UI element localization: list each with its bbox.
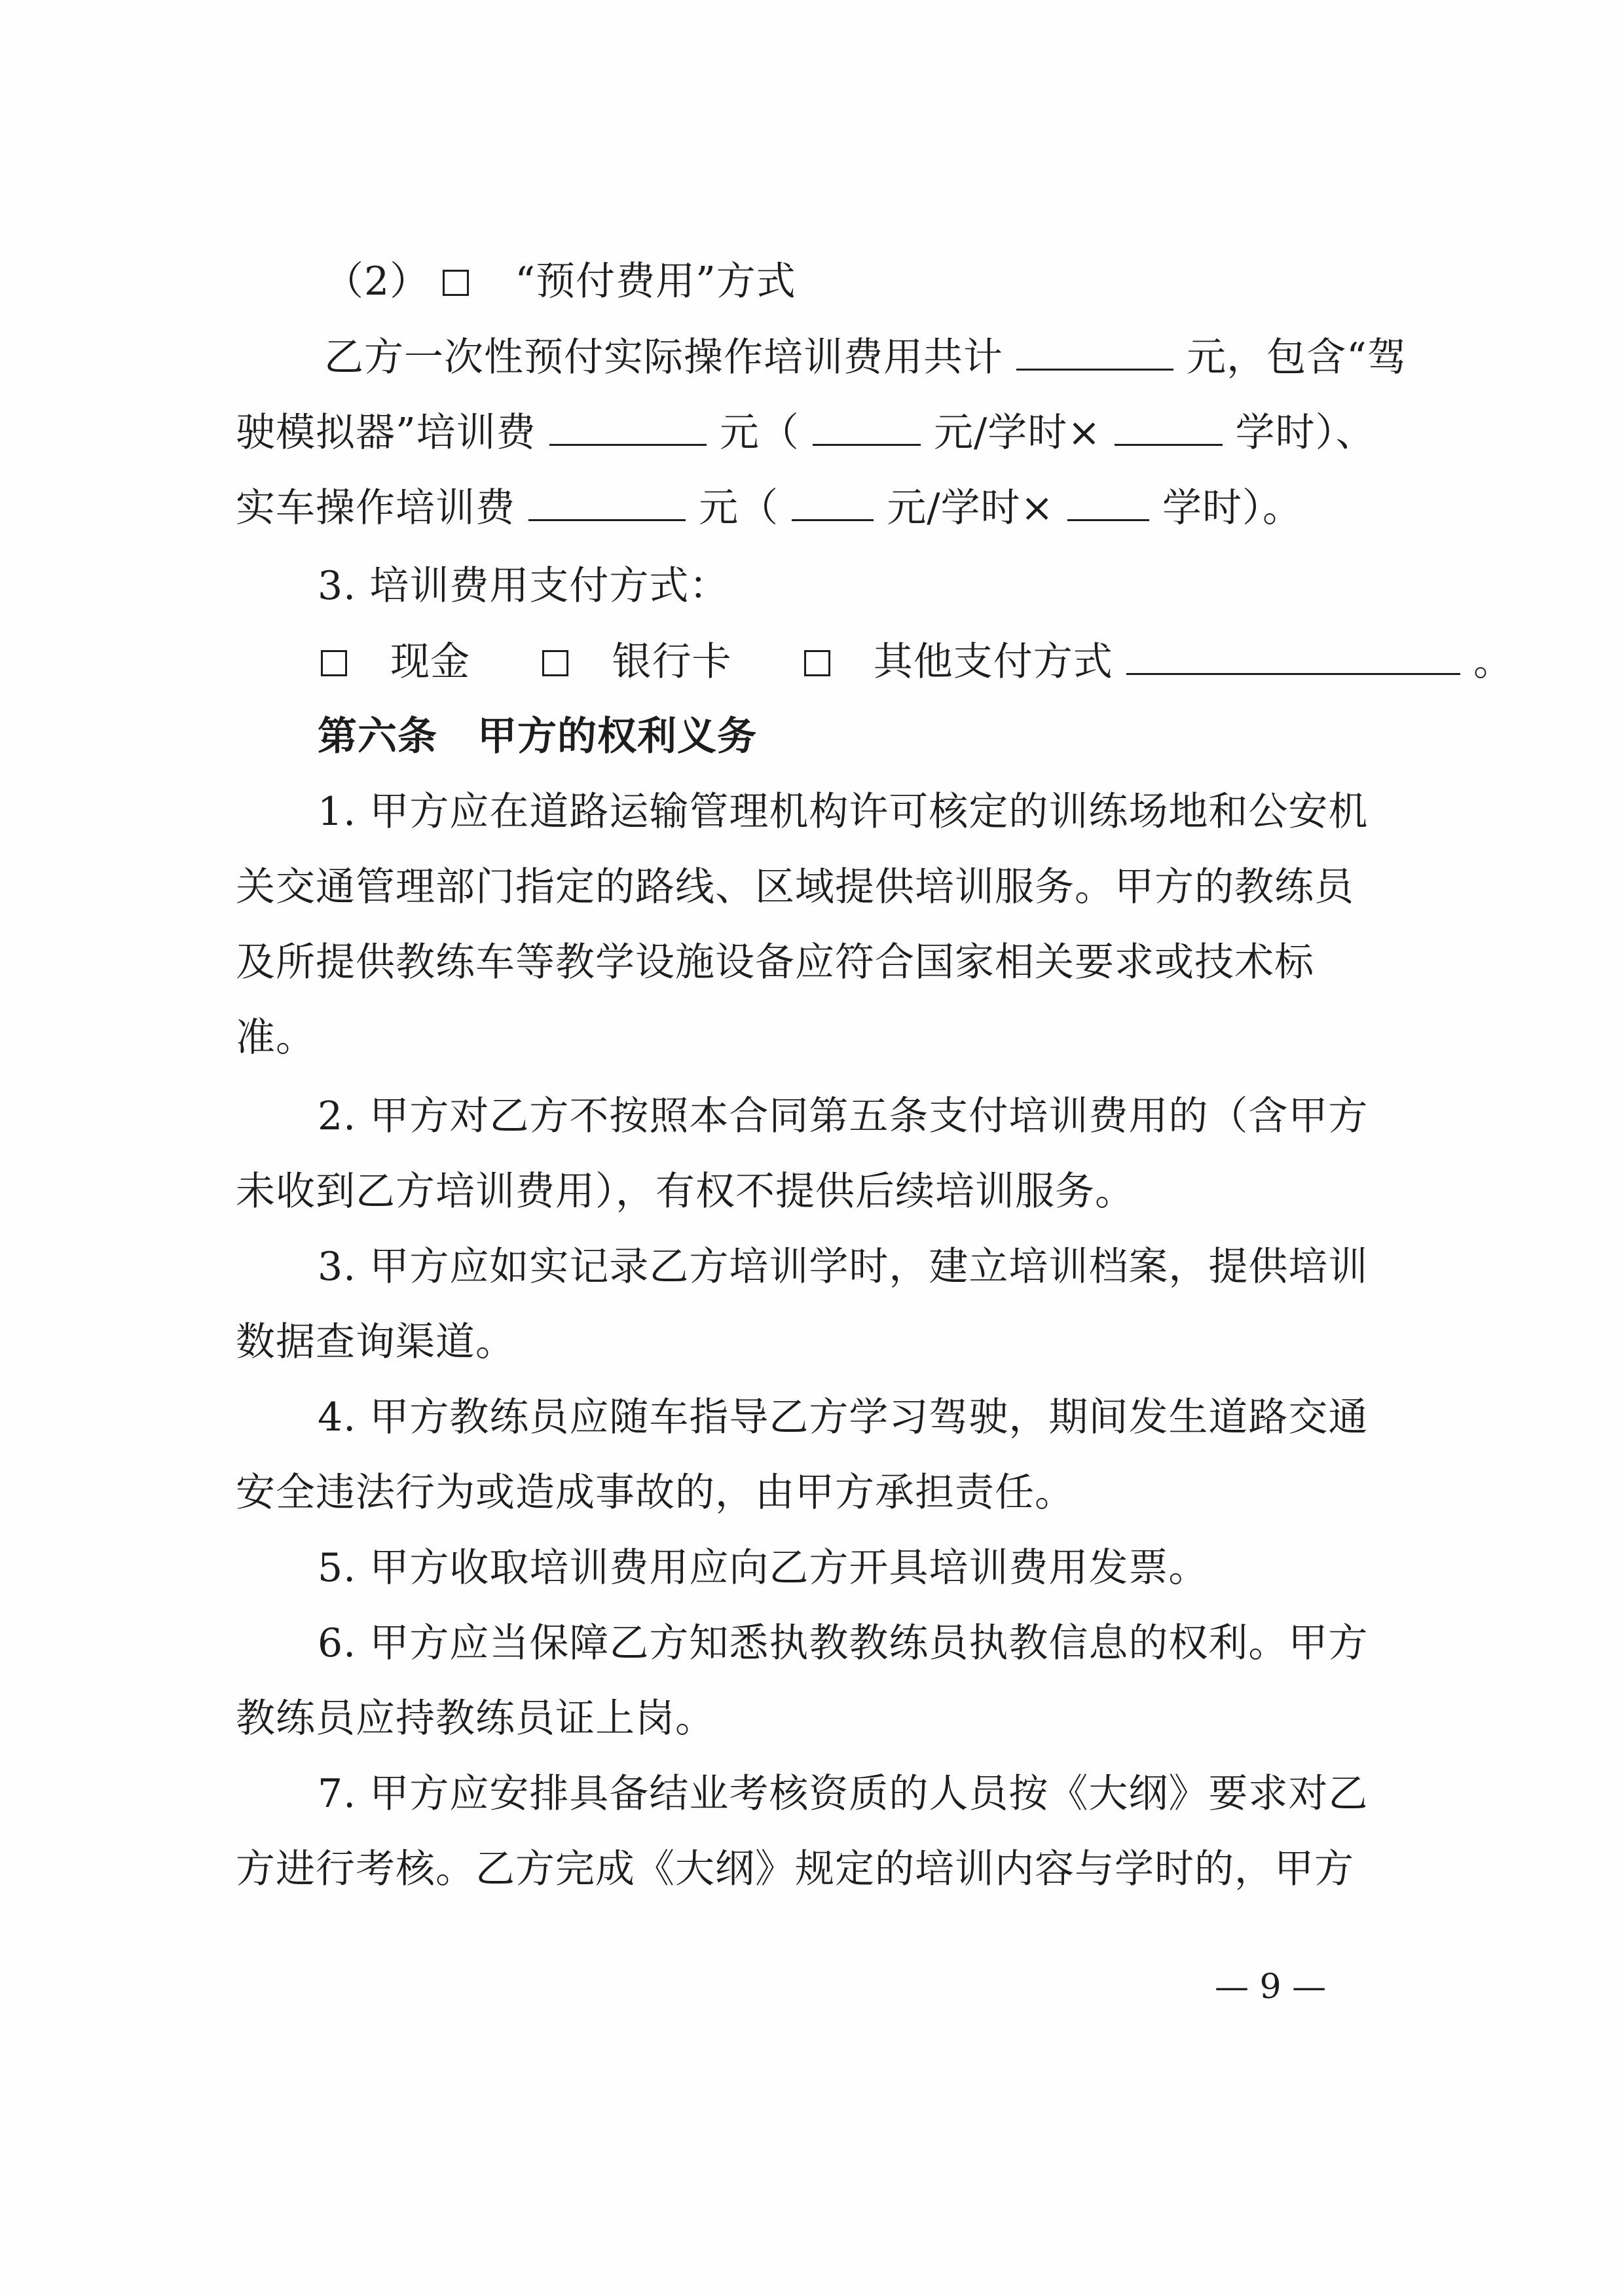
heading-text: 第六条 甲方的权利义务 (318, 714, 757, 759)
text: 3. 培训费用支付方式： (318, 563, 729, 609)
vehicle-fee-line (236, 481, 1302, 534)
paragraph-3-line-1 (318, 1241, 1368, 1293)
paragraph-6-line-2 (236, 1692, 715, 1745)
bank-card-checkbox[interactable] (542, 650, 568, 676)
paragraph-5-line-1 (318, 1542, 1208, 1594)
paragraph-1-line-1 (318, 786, 1368, 838)
text: 元（ (719, 410, 800, 456)
paragraph-2-line-2 (236, 1165, 1135, 1218)
blank-simulator-hours[interactable] (1115, 406, 1223, 446)
text: 4. 甲方教练员应随车指导乙方学习驾驶，期间发生道路交通 (318, 1394, 1369, 1440)
payment-method-title (318, 560, 729, 612)
text: 。 (1473, 639, 1513, 685)
option-label: “预付费用”方式 (515, 259, 796, 304)
paragraph-1-line-4 (236, 1011, 316, 1064)
text: 教练员应持教练员证上岗。 (236, 1696, 715, 1741)
other-payment-checkbox[interactable] (804, 650, 830, 676)
text: 元/学时× (887, 485, 1054, 531)
blank-vehicle-hours[interactable] (1067, 481, 1149, 521)
page-number: — 9 — (1215, 1967, 1327, 2007)
blank-other-payment[interactable] (1126, 635, 1460, 675)
text: 准。 (236, 1015, 316, 1061)
text: 3. 甲方应如实记录乙方培训学时，建立培训档案，提供培训 (318, 1244, 1369, 1290)
paragraph-3-line-2 (236, 1316, 515, 1368)
paragraph-4-line-2 (236, 1467, 1075, 1519)
text: 乙方一次性预付实际操作培训费用共计 (324, 335, 1003, 380)
payment-method-options (321, 635, 1513, 688)
bank-card-label: 银行卡 (612, 639, 732, 685)
text: 元（ (699, 485, 779, 531)
text: 未收到乙方培训费用），有权不提供后续培训服务。 (236, 1169, 1135, 1214)
text: 实车操作培训费 (236, 485, 515, 531)
blank-vehicle-fee[interactable] (528, 481, 686, 521)
text: 关交通管理部门指定的路线、区域提供培训服务。甲方的教练员 (236, 864, 1354, 910)
cash-label: 现金 (390, 639, 471, 685)
text: 1. 甲方应在道路运输管理机构许可核定的训练场地和公安机 (318, 789, 1369, 835)
text: 驶模拟器”培训费 (236, 410, 536, 456)
paragraph-2-line-1 (318, 1090, 1368, 1142)
text: 学时）、 (1235, 410, 1376, 456)
text: 元，包含“驾 (1187, 335, 1407, 380)
paragraph-6-line-1 (318, 1617, 1368, 1669)
simulator-fee-line (236, 406, 1376, 459)
blank-simulator-fee[interactable] (549, 406, 707, 446)
paragraph-7-line-1 (318, 1768, 1368, 1820)
text: 及所提供教练车等教学设施设备应符合国家相关要求或技术标 (236, 939, 1314, 985)
text: 元/学时× (934, 410, 1101, 456)
checkbox[interactable] (443, 270, 469, 296)
other-payment-label: 其他支付方式 (873, 639, 1113, 685)
blank-total-amount[interactable] (1016, 331, 1173, 371)
paragraph-7-line-2 (236, 1843, 1354, 1895)
text: 7. 甲方应安排具备结业考核资质的人员按《大纲》要求对乙 (318, 1771, 1369, 1817)
text: 2. 甲方对乙方不按照本合同第五条支付培训费用的（含甲方 (318, 1093, 1369, 1139)
text: 方进行考核。乙方完成《大纲》规定的培训内容与学时的，甲方 (236, 1846, 1354, 1892)
prepaid-total-line (324, 331, 1407, 384)
text: 学时）。 (1162, 485, 1302, 531)
paragraph-1-line-2 (236, 861, 1354, 913)
text: 数据查询渠道。 (236, 1319, 515, 1365)
paragraph-4-line-1 (318, 1391, 1368, 1444)
blank-vehicle-unit-price[interactable] (792, 481, 874, 521)
text: 6. 甲方应当保障乙方知悉执教教练员执教信息的权利。甲方 (318, 1620, 1369, 1666)
item-number: （2） (324, 259, 430, 304)
prepaid-option-line (324, 255, 796, 308)
cash-checkbox[interactable] (321, 650, 347, 676)
text: 安全违法行为或造成事故的，由甲方承担责任。 (236, 1470, 1075, 1516)
text: 5. 甲方收取培训费用应向乙方开具培训费用发票。 (318, 1545, 1209, 1591)
article-six-heading (318, 710, 757, 763)
blank-simulator-unit-price[interactable] (813, 406, 921, 446)
paragraph-1-line-3 (236, 936, 1314, 989)
